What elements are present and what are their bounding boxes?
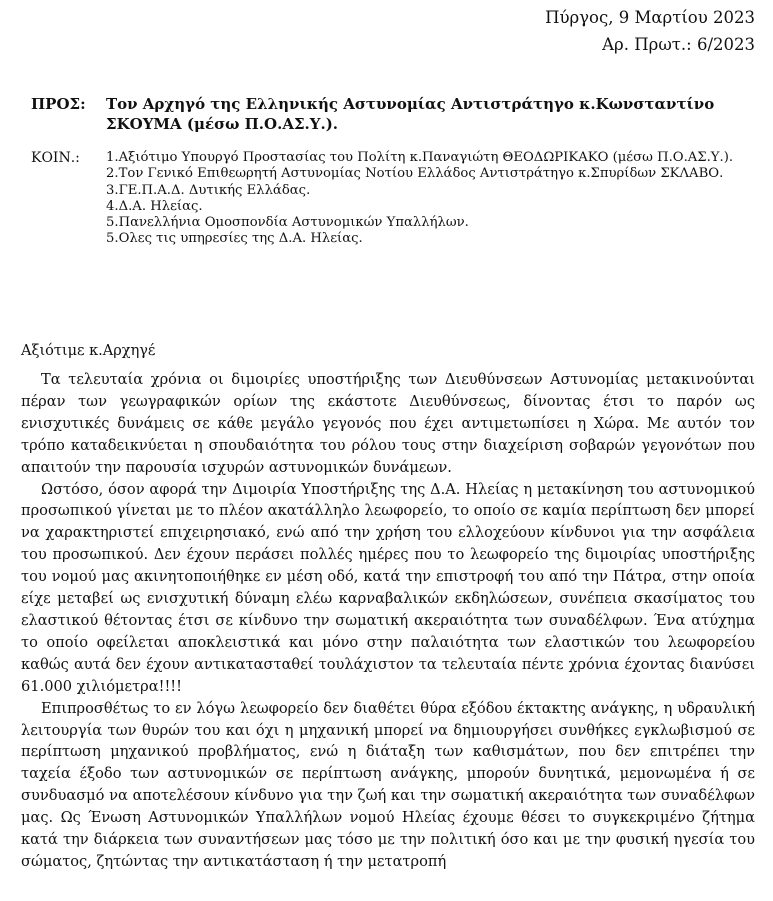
body-paragraph: Τα τελευταία χρόνια οι διμοιρίες υποστήριξης των Διευθύνσεων Αστυνομίας μετακινούνται πέραν των γεωγραφικών ορίων της εκάστοτε Διευθύνσεως, δίνοντας έτσι το παρόν ως ενισχυτικές δυνάμεις σε κάθε μεγάλο γεγονός που έχει αντιμετωπίσει η Χώρα. Με αυτόν τον τρόπο καταδεικνύεται η σπουδαιότητα του ρόλου τους στην διαχείριση σοβαρών γεγονότων που απαιτούν την παρουσία ισχυρών αστυνομικών δυνάμεων. (21, 371, 755, 476)
copies-label: ΚΟΙΝ.: (31, 150, 80, 166)
letter-header (545, 4, 755, 58)
copies-item: 1.Αξιότιμο Υπουργό Προστασίας του Πολίτη κ.Παναγιώτη ΘΕΟΔΩΡΙΚΑΚΟ (μέσω Π.Ο.ΑΣ.Υ.). (106, 150, 734, 165)
body-paragraph: Επιπροσθέτως το εν λόγω λεωφορείο δεν διαθέτει θύρα εξόδου έκτακτης ανάγκης, η υδραυλική λειτουργία των θυρών του και όχι η μηχανική μπορεί να δημιουργήσει συνθήκες εγκλωβισμού σε περίπτωση μηχανικού προβλήματος, ενώ η διάταξη των καθισμάτων, που δεν επιτρέπει την ταχεία έξοδο των αστυνομικών σε περίπτωση ανάγκης, μπορούν δυνητικά, μεμονωμένα ή σε συνδυασμό να αποτελέσουν κίνδυνο για την ζωή και την σωματική ακεραιότητα των συναδέλφων μας. Ως Ένωση Αστυνομικών Υπαλλήλων νομού Ηλείας έχουμε θέσει το συγκεκριμένο ζήτημα κατά την διάρκεια των συναντήσεων μας τόσο με την πολιτική όσο και με την φυσική ηγεσία του σώματος, ζητώντας την αντικατάσταση ή την μετατροπή (21, 699, 755, 870)
copies-item: 5.Ολες τις υπηρεσίες της Δ.Α. Ηλείας. (106, 231, 363, 247)
recipient-label: ΠΡΟΣ: (31, 95, 86, 113)
place-date: Πύργος, 9 Μαρτίου 2023 (545, 8, 755, 27)
copies-list (106, 150, 766, 248)
copies-block (31, 150, 766, 248)
copies-item: 3.ΓΕ.Π.Α.Δ. Δυτικής Ελλάδας. (106, 182, 311, 198)
salutation: Αξιότιμε κ.Αρχηγέ (21, 343, 156, 359)
recipient-block (31, 94, 751, 134)
copies-item: 4.Δ.Α. Ηλείας. (106, 198, 203, 214)
copies-item: 2.Τον Γενικό Επιθεωρητή Αστυνομίας Νοτίου Ελλάδος Αντιστράτηγο κ.Σπυρίδων ΣΚΛΑΒΟ. (106, 166, 724, 182)
copies-item: 5.Πανελλήνια Ομοσπονδία Αστυνομικών Υπαλλήλων. (106, 215, 469, 231)
recipient-text: Τον Αρχηγό της Ελληνικής Αστυνομίας Αντιστράτηγο κ.Κωνσταντίνο ΣΚΟΥΜΑ (μέσω Π.Ο.ΑΣ.Υ.). (106, 95, 715, 133)
protocol-number: Αρ. Πρωτ.: 6/2023 (602, 35, 755, 54)
letter-body (21, 369, 755, 873)
body-paragraph: Ωστόσο, όσον αφορά την Διμοιρία Υποστήριξης της Δ.Α. Ηλείας η μετακίνηση του αστυνομικού προσωπικού γίνεται με το πλέον ακατάλληλο λεωφορείο, το οποίο σε καμία περίπτωση δεν μπορεί να χαρακτηριστεί επιχειρησιακό, ενώ από την χρήση του ελλοχεύουν κίνδυνοι για την ασφάλεια του προσωπικού. Δεν έχουν περάσει πολλές ημέρες που το λεωφορείο της διμοιρίας υποστήριξης του νομού μας ακινητοποιήθηκε εν μέση οδό, κατά την επιστροφή του από την Πάτρα, στην οποία είχε μεταβεί ως ενισχυτική δύναμη ελέω καρναβαλικών εκδηλώσεων, συνέπεια σκασίματος του ελαστικού θέτοντας έτσι σε κίνδυνο την σωματική ακεραιότητα των συναδέλφων. Ένα ατύχημα το οποίο οφείλεται αποκλειστικά και μόνο στην παλαιότητα των ελαστικών του λεωφορείου καθώς αυτά δεν έχουν αντικατασταθεί τουλάχιστον τα τελευταία πέντε χρόνια έχοντας διανύσει 61.000 χιλιόμετρα!!!! (21, 480, 755, 695)
